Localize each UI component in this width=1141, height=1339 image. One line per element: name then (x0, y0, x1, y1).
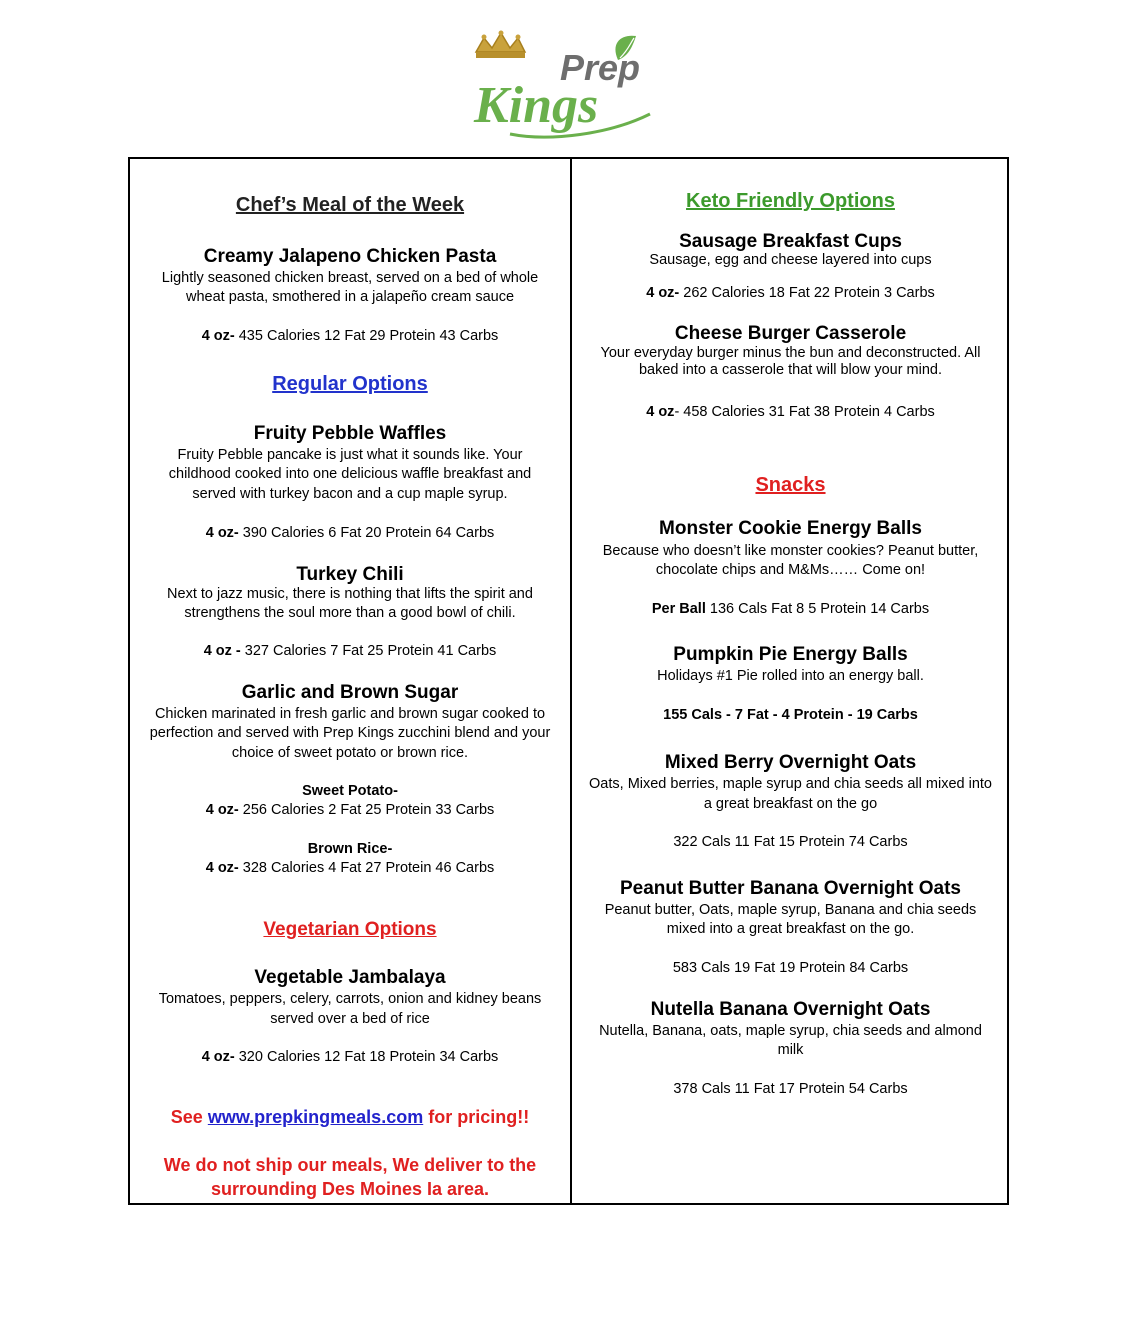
nutrition-values: 327 Calories 7 Fat 25 Protein 41 Carbs (244, 643, 497, 659)
menu-item-desc: Your everyday burger minus the bun and deconstructed. All (600, 345, 981, 361)
menu-box (128, 157, 1009, 1205)
delivery-note: surrounding Des Moines Ia area. (210, 1179, 490, 1199)
menu-item-title: Turkey Chili (296, 564, 404, 585)
nutrition-values: 136 Cals Fat 8 5 Protein 14 Carbs (705, 601, 930, 617)
menu-item-desc: Fruity Pebble pancake is just what it sounds like. Your (177, 447, 523, 463)
menu-item-title: Creamy Jalapeno Chicken Pasta (203, 246, 497, 267)
nutrition-line (572, 601, 1009, 617)
nutrition-line (572, 285, 1009, 301)
option-label: Sweet Potato- (302, 783, 398, 799)
nutrition-label: 4 oz- (201, 1049, 235, 1065)
pricing-note (130, 1105, 570, 1129)
nutrition-line (130, 860, 570, 876)
menu-item-desc: chocolate chips and M&Ms…… Come on! (655, 562, 926, 578)
menu-item-desc: milk (777, 1042, 804, 1058)
prep-kings-logo (470, 30, 670, 142)
nutrition-label: 4 oz - (203, 643, 245, 659)
nutrition-line: 155 Cals - 7 Fat - 4 Protein - 19 Carbs (663, 707, 918, 723)
nutrition-label: 4 oz- (201, 328, 235, 344)
menu-item-desc: choice of sweet potato or brown rice. (231, 745, 469, 761)
logo-word-kings: Kings (474, 77, 599, 134)
menu-item-desc: a great breakfast on the go (703, 796, 878, 812)
pricing-post: for pricing!! (423, 1107, 530, 1127)
menu-item-desc: strengthens the soul more than a good bowl of chili. (184, 605, 516, 621)
website-link[interactable]: www.prepkingmeals.com (207, 1107, 424, 1127)
menu-item-desc: baked into a casserole that will blow your mind. (638, 362, 943, 378)
delivery-note: We do not ship our meals, We deliver to the (163, 1155, 537, 1175)
nutrition-values: 256 Calories 2 Fat 25 Protein 33 Carbs (238, 802, 495, 818)
nutrition-label: 4 oz- (646, 285, 680, 301)
menu-item-title: Mixed Berry Overnight Oats (664, 752, 917, 773)
nutrition-line: 322 Cals 11 Fat 15 Protein 74 Carbs (673, 834, 908, 850)
nutrition-label: 4 oz- (205, 860, 239, 876)
menu-item-desc: Tomatoes, peppers, celery, carrots, onion and kidney beans (158, 991, 542, 1007)
pricing-pre: See (170, 1107, 208, 1127)
menu-item-desc: mixed into a great breakfast on the go. (666, 921, 915, 937)
menu-item-title: Pumpkin Pie Energy Balls (673, 644, 908, 665)
regular-options-heading[interactable]: Regular Options (272, 373, 428, 395)
menu-item-title: Garlic and Brown Sugar (241, 682, 459, 703)
menu-item-desc: Holidays #1 Pie rolled into an energy ball. (657, 668, 924, 684)
option-label: Brown Rice- (307, 841, 393, 857)
chefs-meal-heading: Chef’s Meal of the Week (235, 194, 465, 216)
menu-item-desc: Next to jazz music, there is nothing that lifts the spirit and (167, 586, 533, 602)
menu-item-desc: Nutella, Banana, oats, maple syrup, chia seeds and almond (599, 1023, 982, 1039)
nutrition-values: 262 Calories 18 Fat 22 Protein 3 Carbs (679, 285, 935, 301)
nutrition-line (130, 1049, 570, 1065)
menu-item-title: Fruity Pebble Waffles (253, 423, 447, 444)
menu-item-title: Nutella Banana Overnight Oats (650, 999, 931, 1020)
menu-item-desc: Oats, Mixed berries, maple syrup and chia seeds all mixed into (589, 776, 992, 792)
menu-item-desc: Sausage, egg and cheese layered into cups (649, 252, 932, 268)
logo-word-prep: Prep (560, 47, 641, 88)
nutrition-line (130, 802, 570, 818)
menu-item-desc: perfection and served with Prep Kings zucchini blend and your (149, 725, 551, 741)
vegetarian-options-heading: Vegetarian Options (263, 919, 437, 940)
menu-item-desc: Because who doesn’t like monster cookies? Peanut butter, (602, 543, 979, 559)
nutrition-label: 4 oz- (205, 802, 239, 818)
nutrition-values: 328 Calories 4 Fat 27 Protein 46 Carbs (238, 860, 495, 876)
nutrition-label: 4 oz- (205, 525, 239, 541)
nutrition-label: Per Ball (651, 601, 706, 617)
menu-item-title: Cheese Burger Casserole (674, 323, 907, 344)
nutrition-values: - 458 Calories 31 Fat 38 Protein 4 Carbs (674, 404, 935, 420)
menu-item-desc: Peanut butter, Oats, maple syrup, Banana and chia seeds (604, 902, 977, 918)
keto-options-heading: Keto Friendly Options (686, 190, 895, 212)
nutrition-line (572, 404, 1009, 420)
snacks-heading: Snacks (755, 474, 826, 496)
menu-item-desc: wheat pasta, smothered in a jalapeño cream sauce (185, 289, 515, 305)
nutrition-label: 4 oz (646, 404, 675, 420)
menu-item-desc: Chicken marinated in fresh garlic and brown sugar cooked to (154, 706, 546, 722)
menu-item-desc: Lightly seasoned chicken breast, served on a bed of whole (161, 270, 539, 286)
menu-item-title: Peanut Butter Banana Overnight Oats (619, 878, 961, 899)
nutrition-values: 435 Calories 12 Fat 29 Protein 43 Carbs (234, 328, 499, 344)
menu-item-title: Sausage Breakfast Cups (679, 231, 902, 252)
nutrition-line (130, 643, 570, 659)
nutrition-line (130, 525, 570, 541)
menu-item-desc: served over a bed of rice (270, 1011, 430, 1027)
nutrition-line: 378 Cals 11 Fat 17 Protein 54 Carbs (673, 1081, 908, 1097)
menu-item-title: Monster Cookie Energy Balls (659, 518, 922, 539)
nutrition-values: 390 Calories 6 Fat 20 Protein 64 Carbs (238, 525, 495, 541)
crown-icon (476, 31, 525, 59)
menu-item-title: Vegetable Jambalaya (254, 967, 446, 988)
nutrition-line (130, 328, 570, 344)
nutrition-values: 320 Calories 12 Fat 18 Protein 34 Carbs (234, 1049, 499, 1065)
menu-item-desc: childhood cooked into one delicious waffle breakfast and (168, 466, 532, 482)
nutrition-line: 583 Cals 19 Fat 19 Protein 84 Carbs (672, 960, 909, 976)
menu-item-desc: served with turkey bacon and a cup maple syrup. (192, 486, 508, 502)
